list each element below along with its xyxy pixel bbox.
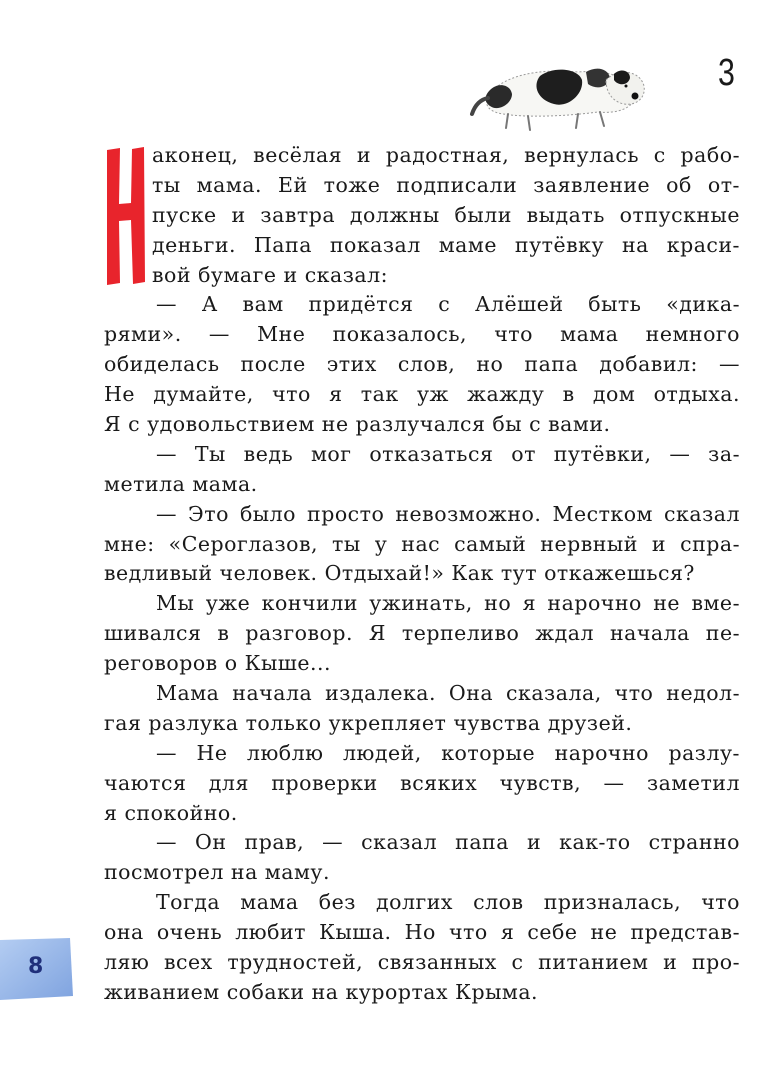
text-line: обиделась после этих слов, но папа добавил: —: [104, 352, 740, 377]
text-line: — Он прав, — сказал папа и как-то странно: [156, 830, 740, 855]
page-number: 8: [28, 954, 44, 979]
text-line: живанием собаки на курортах Крыма.: [104, 979, 539, 1004]
drop-cap-text: Н: [104, 146, 105, 147]
text-line: посмотрел на маму.: [104, 860, 331, 885]
text-line: — А вам придётся с Алёшей быть «дика-: [156, 292, 740, 317]
text-line: шивался в разговор. Я терпеливо ждал начала пе-: [104, 621, 740, 646]
chapter-number: 3: [718, 52, 735, 94]
text-line: Мы уже кончили ужинать, но я нарочно не вме-: [156, 591, 740, 616]
text-line: деньги. Папа показал маме путёвку на краси-: [152, 232, 740, 257]
text-line: Мама начала издалека. Она сказала, что недол-: [156, 681, 740, 706]
text-line: гая разлука только укрепляет чувства друзей.: [104, 710, 633, 735]
text-line: — Не люблю людей, которые нарочно разлу-: [156, 740, 740, 765]
text-line: вой бумаге и сказал:: [152, 262, 389, 287]
text-line: ляю всех трудностей, связанных с питанием и про-: [104, 950, 740, 975]
text-line: реговоров о Кыше...: [104, 651, 332, 676]
text-line: чаются для проверки всяких чувств, — заметил: [104, 770, 740, 795]
text-line: рями». — Мне показалось, что мама немного: [104, 322, 740, 347]
text-line: Я с удовольствием не разлучался бы с вами.: [104, 412, 611, 437]
text-line: она очень любит Кыша. Но что я себе не представ-: [104, 920, 740, 945]
body-text: [104, 141, 740, 1008]
text-line: метила мама.: [104, 471, 258, 496]
text-line: я спокойно.: [104, 800, 238, 825]
text-line: ты мама. Ей тоже подписали заявление об от-: [152, 172, 740, 197]
text-line: мне: «Сероглазов, ты у нас самый нервный и спра-: [104, 531, 740, 556]
text-line: — Это было просто невозможно. Местком сказал: [156, 501, 740, 526]
text-line: Не думайте, что я так уж жажду в дом отдыха.: [104, 382, 740, 407]
text-line: Тогда мама без долгих слов призналась, что: [156, 890, 740, 915]
text-line: аконец, весёлая и радостная, вернулась с рабо-: [152, 143, 740, 167]
text-line: пуске и завтра должны были выдать отпускные: [152, 202, 740, 227]
text-line: — Ты ведь мог отказаться от путёвки, — за-: [156, 441, 740, 466]
dog-illustration-icon: [468, 58, 654, 138]
text-line: ведливый человек. Отдыхай!» Как тут откажешься?: [104, 561, 695, 586]
